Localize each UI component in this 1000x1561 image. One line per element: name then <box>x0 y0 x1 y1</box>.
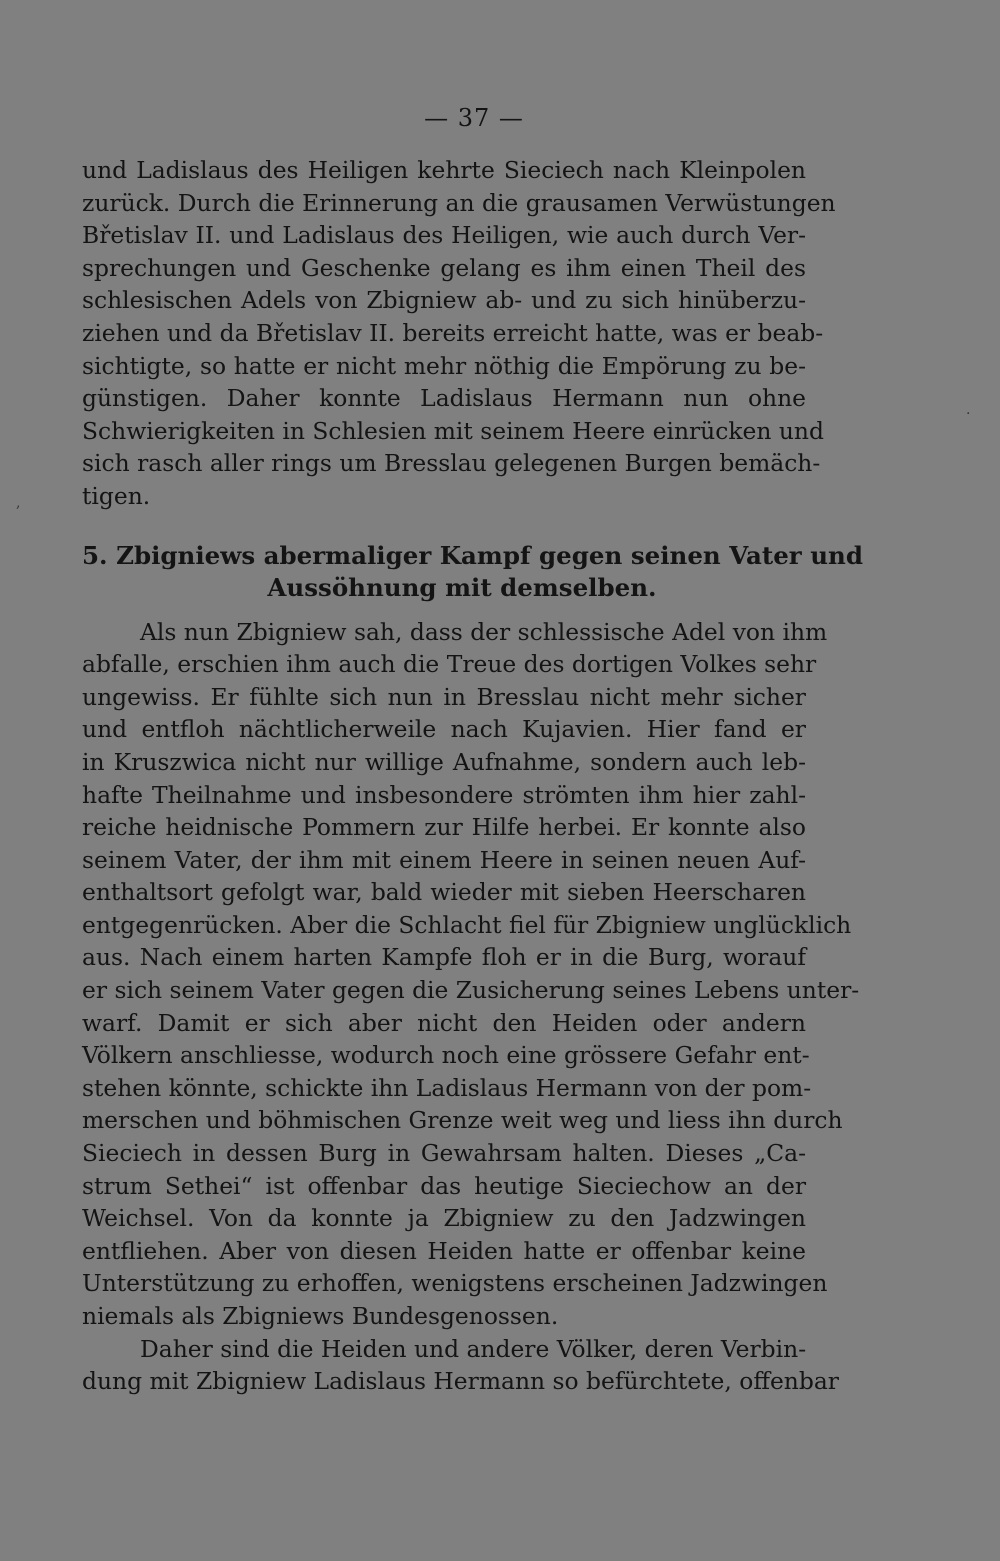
text-line: sichtigte, so hatte er nicht mehr nöthig die Empörung zu be- <box>82 351 806 380</box>
text-line: tigen. <box>82 481 151 510</box>
text-line: ungewiss. Er fühlte sich nun in Bresslau nicht mehr sicher <box>82 682 806 711</box>
section-heading-line-1: 5. Zbigniews abermaliger Kampf gegen seinen Vater und <box>82 540 863 570</box>
text-line: warf. Damit er sich aber nicht den Heiden oder andern <box>82 1008 806 1037</box>
text-line: günstigen. Daher konnte Ladislaus Hermann nun ohne <box>82 384 806 413</box>
text-line: in Kruszwica nicht nur willige Aufnahme, sondern auch leb- <box>82 747 806 776</box>
paragraph-2 <box>82 616 860 1333</box>
text-line: dung mit Zbigniew Ladislaus Hermann so befürchtete, offenbar <box>82 1367 839 1396</box>
text-line: enthaltsort gefolgt war, bald wieder mit sieben Heerscharen <box>82 878 806 907</box>
text-line: Weichsel. Von da konnte ja Zbigniew zu den Jadzwingen <box>82 1204 806 1233</box>
text-line: und Ladislaus des Heiligen kehrte Sieciech nach Kleinpolen <box>82 156 806 184</box>
text-line: Břetislav II. und Ladislaus des Heiligen, wie auch durch Ver- <box>82 221 806 250</box>
text-line: schlesischen Adels von Zbigniew ab- und zu sich hinüberzu- <box>82 286 806 315</box>
scan-speck: , <box>16 495 21 511</box>
text-line: hafte Theilnahme und insbesondere strömten ihm hier zahl- <box>82 780 806 809</box>
section-heading-line-2: Aussöhnung mit demselben. <box>267 572 657 602</box>
book-page <box>82 98 863 1398</box>
text-line: strum Sethei“ ist offenbar das heutige Sieciechow an der <box>82 1171 806 1200</box>
text-line: seinem Vater, der ihm mit einem Heere in seinen neuen Auf- <box>82 845 806 874</box>
text-line: Völkern anschliesse, wodurch noch eine grössere Gefahr ent- <box>82 1041 810 1070</box>
paragraph-3 <box>82 1333 839 1398</box>
text-line: merschen und böhmischen Grenze weit weg und liess ihn durch <box>82 1106 843 1135</box>
text-line: Sieciech in dessen Burg in Gewahrsam halten. Dieses „Ca- <box>82 1139 806 1168</box>
text-line: abfalle, erschien ihm auch die Treue des dortigen Volkes sehr <box>82 650 817 679</box>
text-line: zurück. Durch die Erinnerung an die grausamen Verwüstungen <box>82 188 836 217</box>
text-line: Schwierigkeiten in Schlesien mit seinem Heere einrücken und <box>82 416 824 445</box>
text-line: Als nun Zbigniew sah, dass der schlessische Adel von ihm <box>140 617 828 646</box>
text-line: niemals als Zbigniews Bundesgenossen. <box>82 1302 559 1330</box>
text-line: stehen könnte, schickte ihn Ladislaus Hermann von der pom- <box>82 1073 812 1102</box>
text-line: Daher sind die Heiden und andere Völker, deren Verbin- <box>140 1334 807 1363</box>
text-line: entfliehen. Aber von diesen Heiden hatte er offenbar keine <box>82 1236 806 1265</box>
text-line: reiche heidnische Pommern zur Hilfe herbei. Er konnte also <box>82 813 806 842</box>
section-heading <box>82 540 863 604</box>
text-line: sprechungen und Geschenke gelang es ihm einen Theil des <box>82 253 806 282</box>
paragraph-1 <box>82 154 836 513</box>
text-line: er sich seinem Vater gegen die Zusicherung seines Lebens unter- <box>82 976 860 1005</box>
text-line: aus. Nach einem harten Kampfe floh er in die Burg, worauf <box>82 943 806 972</box>
scan-speck: . <box>966 402 971 418</box>
text-line: sich rasch aller rings um Bresslau gelegenen Burgen bemäch- <box>82 449 821 478</box>
text-line: Unterstützung zu erhoffen, wenigstens erscheinen Jadzwingen <box>82 1269 828 1298</box>
text-line: und entfloh nächtlicherweile nach Kujavien. Hier fand er <box>82 715 806 744</box>
text-line: ziehen und da Břetislav II. bereits erreicht hatte, was er beab- <box>82 318 824 347</box>
page-number: — 37 — <box>424 104 524 132</box>
text-line: entgegenrücken. Aber die Schlacht fiel für Zbigniew unglücklich <box>82 910 852 939</box>
